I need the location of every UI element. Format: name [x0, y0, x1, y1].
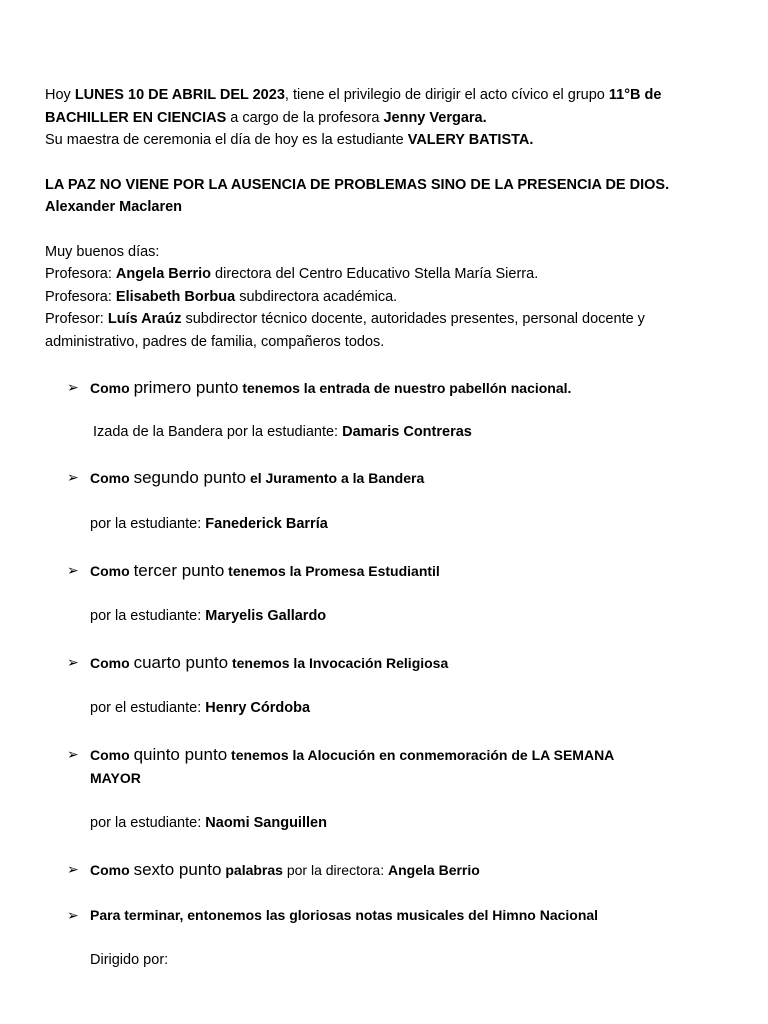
participant-name: Henry Córdoba [205, 700, 311, 716]
teacher-name: Jenny Vergara. [383, 109, 487, 126]
quote-text: LA PAZ NO VIENE POR LA AUSENCIA DE PROBLEMAS SINO DE LA PRESENCIA DE DIOS. [45, 176, 670, 193]
document-page [45, 84, 735, 971]
participant-name: Damaris Contreras [342, 424, 472, 440]
event-date: LUNES 10 DE ABRIL DEL 2023 [74, 87, 285, 103]
program-item-3: ➢ Como tercer punto tenemos la Promesa Estudiantil [67, 561, 440, 580]
greeting-hello: Muy buenos días: [45, 243, 160, 260]
quote-block [45, 174, 735, 219]
group-program: BACHILLER EN CIENCIAS [45, 109, 227, 126]
program-ordinal: sexto punto [133, 860, 222, 879]
program-item-2: ➢ Como segundo punto el Juramento a la Bandera [67, 468, 425, 487]
program-item-4-detail: por el estudiante: Henry Córdoba [90, 700, 311, 716]
program-ordinal: segundo punto [133, 468, 247, 487]
arrow-bullet-icon: ➢ [67, 746, 79, 762]
program-item-7: ➢ Para terminar, entonemos las gloriosas notas musicales del Himno Nacional [45, 904, 735, 927]
ceremony-host-name: VALERY BATISTA. [407, 132, 534, 148]
arrow-bullet-icon: ➢ [67, 861, 79, 877]
arrow-bullet-icon: ➢ [67, 469, 79, 485]
program-item-4: ➢ Como cuarto punto tenemos la Invocación Religiosa [67, 653, 449, 672]
arrow-bullet-icon: ➢ [67, 379, 79, 395]
participant-name: Angela Berrio [388, 862, 480, 878]
intro-line-1: Hoy LUNES 10 DE ABRIL DEL 2023, tiene el privilegio de dirigir el acto cívico el grupo 11°B de [45, 87, 662, 103]
program-ordinal: primero punto [133, 378, 239, 397]
arrow-bullet-icon: ➢ [67, 562, 79, 578]
quote-author: Alexander Maclaren [45, 199, 183, 215]
participant-name: Fanederick Barría [205, 516, 328, 532]
program-item-7-detail: Dirigido por: [90, 952, 169, 968]
program-item-6: ➢ Como sexto punto palabras por la directora: Angela Berrio [67, 860, 480, 879]
greeting-line-1: Profesora: Angela Berrio directora del Centro Educativo Stella María Sierra. [45, 266, 539, 282]
program-item-5-detail: por la estudiante: Naomi Sanguillen [90, 815, 327, 831]
program-item-2-detail: por la estudiante: Fanederick Barría [90, 516, 328, 532]
program-ordinal: cuarto punto [133, 653, 229, 672]
group-name: 11°B de [608, 87, 662, 103]
program-item-1: ➢ Como primero punto tenemos la entrada de nuestro pabellón nacional. [67, 378, 572, 397]
greeting-block [45, 241, 735, 354]
intro-paragraph [45, 84, 735, 152]
participant-name: Naomi Sanguillen [205, 815, 327, 831]
participant-name: Maryelis Gallardo [205, 608, 327, 624]
greeting-line-4: administrativo, padres de familia, compañeros todos. [45, 333, 385, 350]
program-ordinal: quinto punto [133, 745, 228, 764]
intro-line-2: BACHILLER EN CIENCIAS a cargo de la profesora Jenny Vergara. [45, 109, 487, 126]
program-ordinal: tercer punto [133, 561, 225, 580]
arrow-bullet-icon: ➢ [67, 907, 79, 923]
program-item-5: ➢ Como quinto punto tenemos la Alocución en conmemoración de LA SEMANA MAYOR [67, 745, 615, 786]
program-item-3-detail: por la estudiante: Maryelis Gallardo [90, 608, 327, 624]
intro-line-3: Su maestra de ceremonia el día de hoy es la estudiante VALERY BATISTA. [45, 132, 534, 148]
greeting-line-2: Profesora: Elisabeth Borbua subdirectora académica. [45, 288, 398, 305]
greeting-line-3: Profesor: Luís Araúz subdirector técnico docente, autoridades presentes, personal docente y [45, 311, 645, 327]
arrow-bullet-icon: ➢ [67, 654, 79, 670]
program-item-1-detail: Izada de la Bandera por la estudiante: Damaris Contreras [93, 424, 472, 440]
